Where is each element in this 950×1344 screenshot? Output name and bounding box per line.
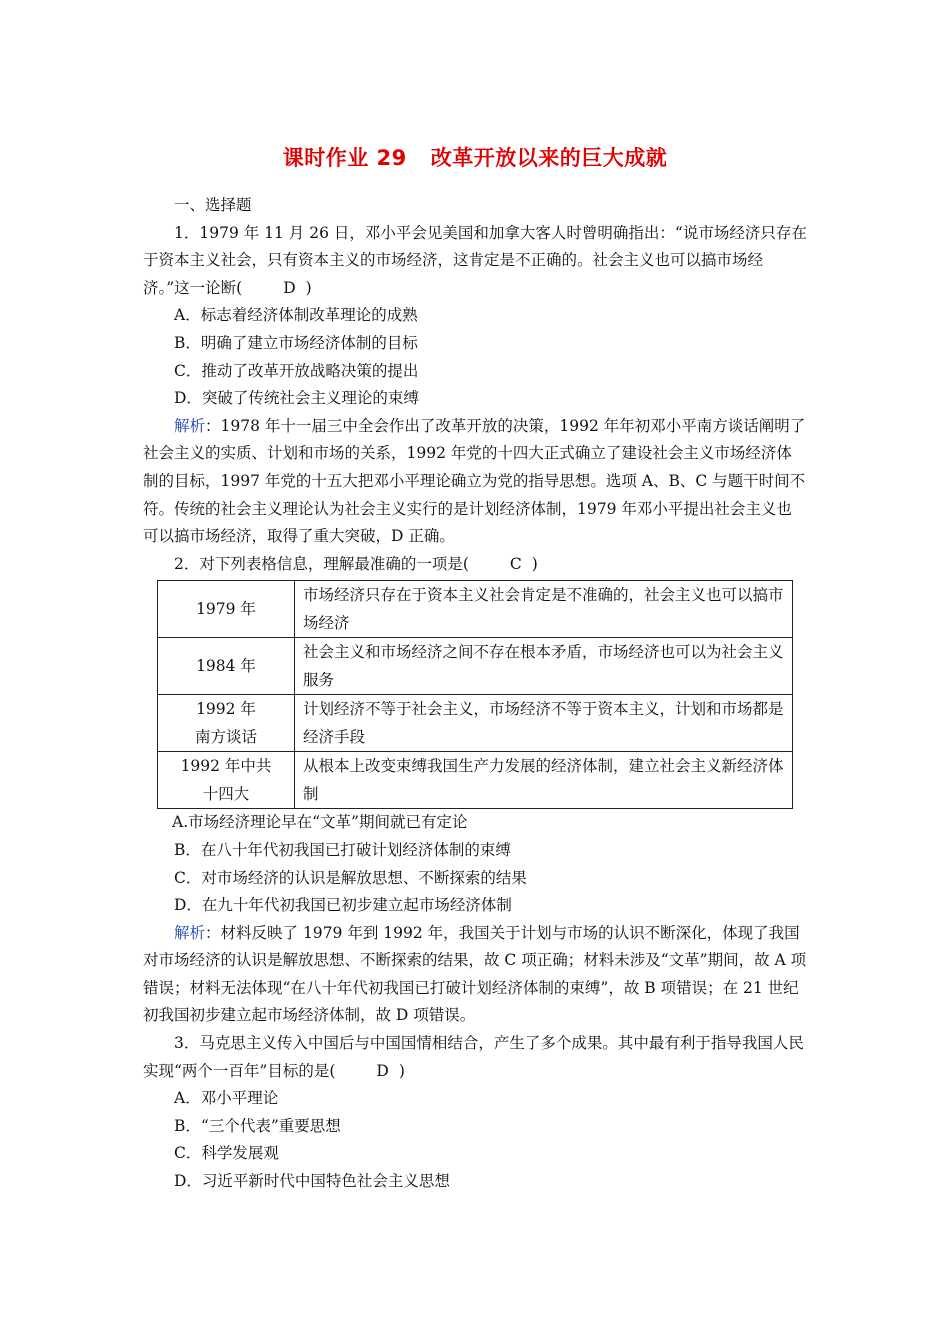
section-heading: 一、选择题 (174, 196, 252, 214)
question-3-option-a: A．邓小平理论 (174, 1089, 279, 1108)
table-year-cell: 1979 年 (158, 581, 295, 638)
question-1-analysis-text: ：1978 年十一届三中全会作出了改革开放的决策，1992 年年初邓小平南方谈话阐明了社会主义的实质、计划和市场的关系，1992 年党的十四大正式确立了建设社会主义市场经济体制的目标，1997 年党的十五大把邓小平理论确立为党的指导思想。选项 A、B、C 与题干时间不符。传统的社会主义理论认为社会主义实行的是计划经济体制，1979 年邓小平提出社会主义也可以搞市场经济，取得了重大突破，D 正确。 (143, 416, 806, 546)
question-3-stem: 3．马克思主义传入中国后与中国国情相结合，产生了多个成果。其中最有利于指导我国人民实现“两个一百年”目标的是( D ) (143, 1030, 807, 1085)
question-2-text: 2．对下列表格信息，理解最准确的一项是( (174, 554, 469, 573)
question-3-answer: D (376, 1061, 389, 1080)
question-1-answer: D (283, 278, 296, 297)
question-1-option-d: D．突破了传统社会主义理论的束缚 (174, 389, 419, 408)
question-3-option-b: B．“三个代表”重要思想 (174, 1116, 341, 1135)
table-row (158, 752, 793, 809)
question-2-option-b: B．在八十年代初我国已打破计划经济体制的束缚 (174, 840, 511, 859)
table-year-cell: 1992 年中共 十四大 (158, 752, 295, 809)
table-text-cell: 社会主义和市场经济之间不存在根本矛盾，市场经济也可以为社会主义服务 (295, 638, 793, 695)
page-title (0, 142, 950, 172)
title-prefix: 课时作业 29 (282, 146, 407, 170)
analysis-label: 解析 (174, 416, 206, 435)
content (143, 192, 807, 1196)
question-2-option-a: A.市场经济理论早在“文革”期间就已有定论 (172, 813, 468, 832)
table-year-cell: 1992 年 南方谈话 (158, 695, 295, 752)
question-2-option-d: D．在九十年代初我国已初步建立起市场经济体制 (174, 896, 512, 915)
question-3-text: 3．马克思主义传入中国后与中国国情相结合，产生了多个成果。其中最有利于指导我国人民实现“两个一百年”目标的是( (143, 1034, 804, 1080)
question-1-option-c: C．推动了改革开放战略决策的提出 (174, 361, 419, 380)
question-1-text: 1．1979 年 11 月 26 日，邓小平会见美国和加拿大客人时曾明确指出：“说市场经济只存在于资本主义社会，只有资本主义的市场经济，这肯定是不正确的。社会主义也可以搞市场经济。”这一论断( (143, 223, 807, 297)
question-1-option-b: B．明确了建立市场经济体制的目标 (174, 333, 418, 352)
question-2-analysis-text: ：材料反映了 1979 年到 1992 年，我国关于计划与市场的认识不断深化，体现了我国对市场经济的认识是解放思想、不断探索的结果，故 C 项正确；材料未涉及“文革”期间，故 A 项错误；材料无法体现“在八十年代初我国已打破计划经济体制的束缚”，故 B 项错误；在 21 世纪初我国初步建立起市场经济体制，故 D 项错误。 (143, 923, 807, 1025)
table-row (158, 695, 793, 752)
analysis-label: 解析 (174, 923, 206, 942)
question-3-option-c: C．科学发展观 (174, 1144, 279, 1163)
table-row (158, 581, 793, 638)
question-3-option-d: D．习近平新时代中国特色社会主义思想 (174, 1172, 450, 1191)
table-text-cell: 计划经济不等于社会主义，市场经济不等于资本主义，计划和市场都是经济手段 (295, 695, 793, 752)
table-text-cell: 从根本上改变束缚我国生产力发展的经济体制，建立社会主义新经济体制 (295, 752, 793, 809)
question-1-stem: 1．1979 年 11 月 26 日，邓小平会见美国和加拿大客人时曾明确指出：“说市场经济只存在于资本主义社会，只有资本主义的市场经济，这肯定是不正确的。社会主义也可以搞市场经济。”这一论断( D ) (143, 220, 807, 303)
question-2-option-c: C．对市场经济的认识是解放思想、不断探索的结果 (174, 868, 527, 887)
question-1-option-a: A．标志着经济体制改革理论的成熟 (174, 306, 418, 325)
table-row (158, 638, 793, 695)
question-2-answer: C (509, 554, 522, 573)
question-2-stem: 2．对下列表格信息，理解最准确的一项是( C ) (143, 551, 807, 579)
question-2-analysis (143, 920, 807, 1030)
table-text-cell: 市场经济只存在于资本主义社会肯定是不准确的，社会主义也可以搞市场经济 (295, 581, 793, 638)
question-1-analysis (143, 413, 807, 551)
table-year-cell: 1984 年 (158, 638, 295, 695)
title-main: 改革开放以来的巨大成就 (430, 146, 668, 170)
info-table (157, 580, 793, 809)
